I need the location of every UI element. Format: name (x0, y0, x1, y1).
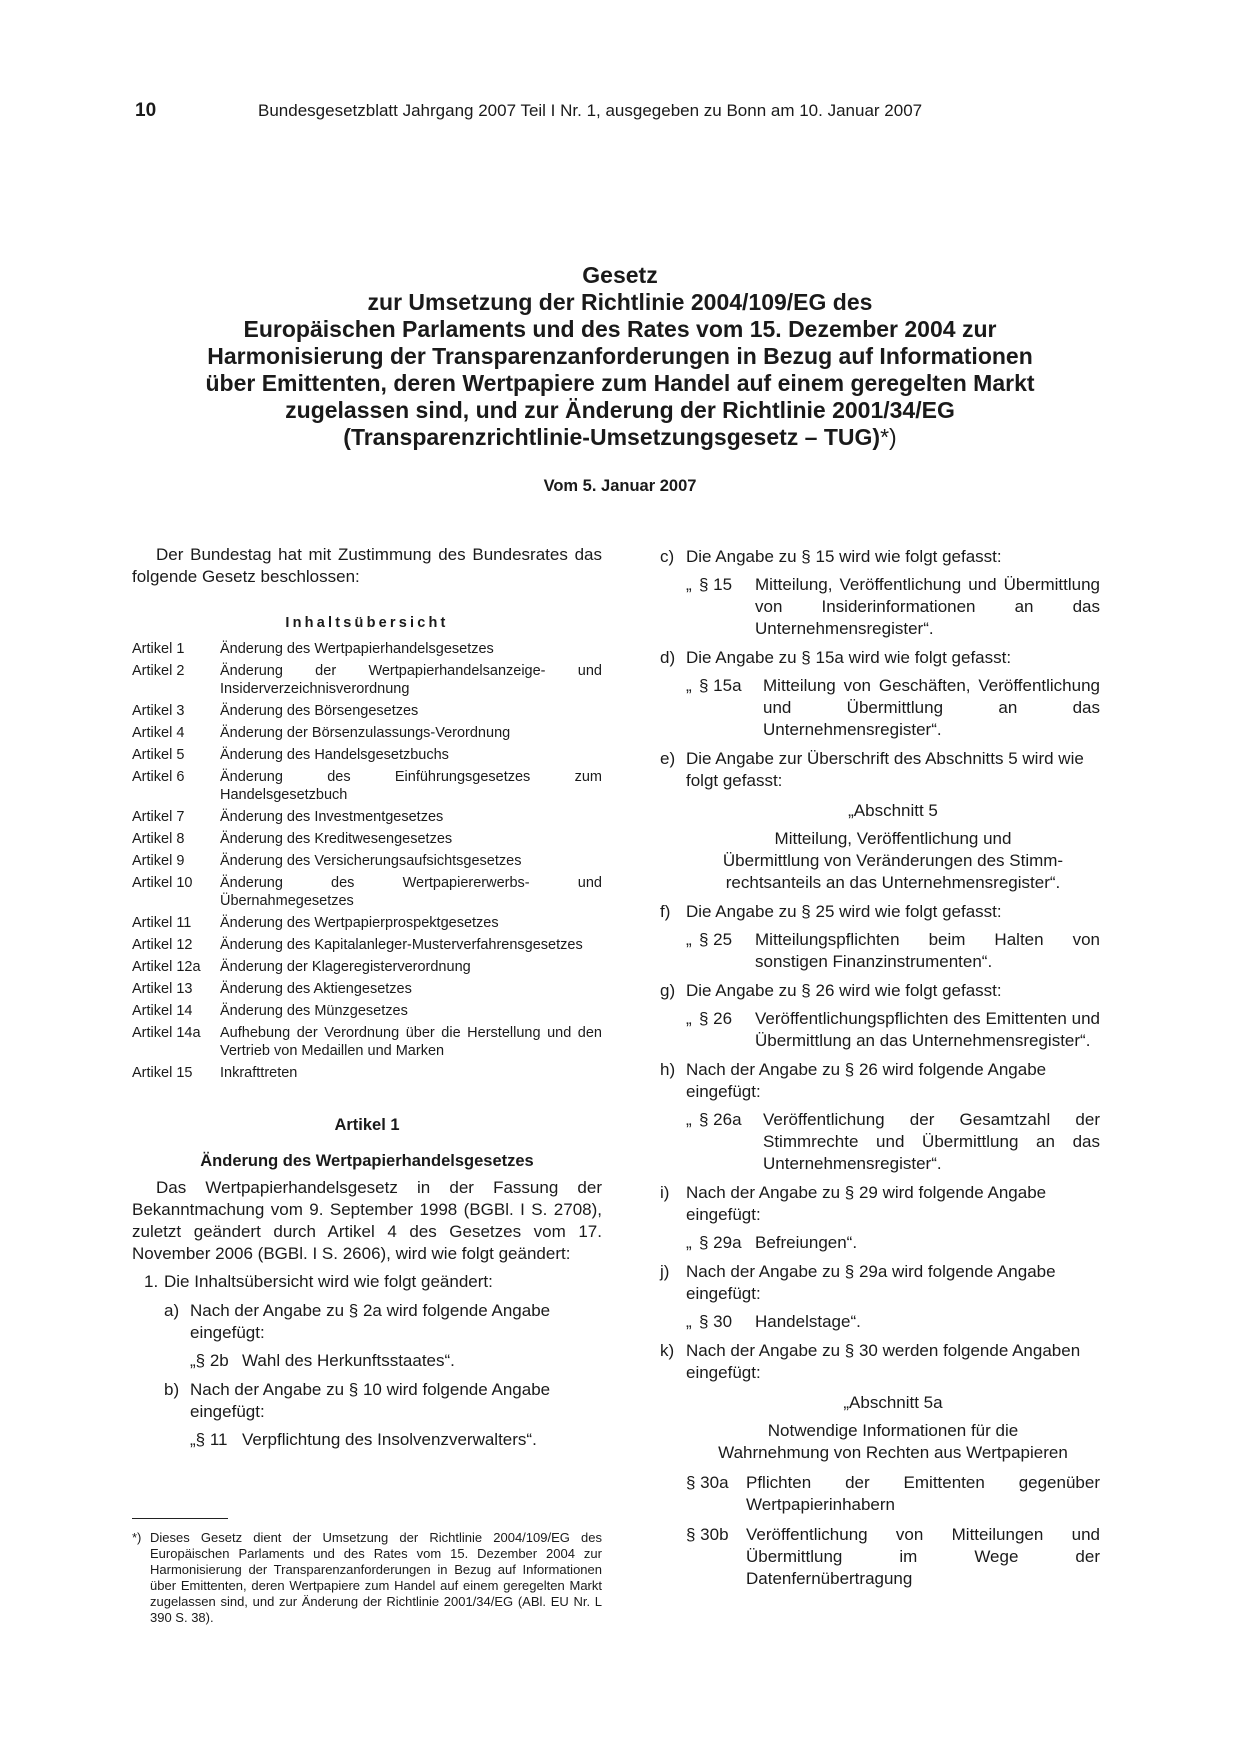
sub-text: Die Angabe zu § 15a wird wie folgt gefasst: (686, 648, 1012, 667)
center-line: „Abschnitt 5 (848, 801, 938, 820)
toc-row[interactable] (132, 746, 602, 764)
entry-para: § 30b (686, 1525, 729, 1544)
footnote-text: Dieses Gesetz dient der Umsetzung der Richtlinie 2004/109/EG des Europäischen Parlaments und des Rates vom 15. Dezember 2004 zur Harmonisierung der Transparenzanforderungen in Bezug auf Informationen über Emittenten, deren Wertpapiere zum Handel auf einem geregelten Markt zugelassen sind, und zur Änderung der Richtlinie 2001/34/EG (ABl. EU Nr. L 390 S. 38). (150, 1530, 602, 1625)
toc-num: Artikel 7 (132, 809, 185, 825)
subitem-b (132, 1379, 602, 1451)
law-date: Vom 5. Januar 2007 (543, 477, 697, 495)
toc-num: Artikel 12a (132, 959, 201, 975)
inserted-entry (164, 1350, 602, 1372)
toc-heading: Inhaltsübersicht (285, 615, 449, 631)
subitem-g (660, 980, 1100, 1052)
article-subheading: Änderung des Wertpapierhandelsgesetzes (200, 1152, 534, 1170)
sub-text: Nach der Angabe zu § 29 wird folgende Angabe eingefügt: (686, 1183, 1047, 1224)
toc-num: Artikel 12 (132, 937, 193, 953)
section-heading-block (660, 1392, 1100, 1464)
entry-para: § 26a (699, 1110, 742, 1129)
inserted-entry: „ § 26 Veröffentlichungspflichten des Emittenten und Übermittlung an das Unternehmensregister“. (686, 1009, 1100, 1050)
inserted-entry (660, 1472, 1100, 1516)
inserted-entry (164, 1429, 602, 1451)
toc-title: Änderung des Investmentgesetzes (220, 809, 444, 825)
entry-para: § 29a (699, 1233, 742, 1252)
sub-text: Die Angabe zu § 25 wird wie folgt gefasst: (686, 902, 1002, 921)
footnote-mark: *) (132, 1530, 142, 1545)
entry-para: § 26 (699, 1009, 733, 1028)
sub-marker: a) (164, 1301, 180, 1320)
inserted-entry: „ § 15a Mitteilung von Geschäften, Veröffentlichung und Übermittlung an das Unternehmensregister“. (686, 676, 1100, 739)
subitem-k (660, 1340, 1100, 1590)
inserted-entry: „ § 30 Handelstage“. (660, 1311, 1100, 1333)
sub-marker: c) (660, 547, 675, 566)
entry-text: Wahl des Herkunftsstaates“. (242, 1351, 455, 1370)
toc-title: Änderung der Klageregisterverordnung (220, 959, 471, 975)
toc-title: Änderung des Einführungsgesetzes zum Handelsgesetzbuch (220, 769, 602, 803)
law-title (130, 262, 1110, 496)
sub-text: Nach der Angabe zu § 30 werden folgende Angaben eingefügt: (686, 1341, 1081, 1382)
toc-title: Änderung des Wertpapiererwerbs- und Übernahmegesetzes (220, 875, 602, 909)
subitem-i (660, 1182, 1100, 1254)
toc-num: Artikel 14 (132, 1003, 193, 1019)
footnote-ref[interactable]: *) (880, 424, 897, 450)
sub-marker: j) (660, 1262, 670, 1281)
toc-title: Änderung des Wertpapierhandelsgesetzes (220, 641, 494, 657)
subitem-h (660, 1059, 1100, 1175)
entry-text: Verpflichtung des Insolvenzverwalters“. (242, 1430, 537, 1449)
toc-row[interactable] (132, 1002, 602, 1020)
toc-title: Änderung des Versicherungsaufsichtsgesetzes (220, 853, 522, 869)
toc-num: Artikel 10 (132, 875, 193, 891)
sub-text: Nach der Angabe zu § 10 wird folgende Angabe eingefügt: (190, 1380, 551, 1421)
sub-marker: f) (660, 902, 671, 921)
toc-row[interactable] (132, 980, 602, 998)
inserted-entry: „ § 26a Veröffentlichung der Gesamtzahl der Stimmrechte und Übermittlung an das Unternehmensregister“. (686, 1110, 1100, 1173)
inserted-entry (660, 1524, 1100, 1590)
entry-text: Befreiungen“. (755, 1233, 858, 1252)
sub-text: Nach der Angabe zu § 2a wird folgende Angabe eingefügt: (190, 1301, 551, 1342)
entry-para: § 15a (699, 676, 742, 695)
toc-title: Änderung des Börsengesetzes (220, 703, 419, 719)
toc-num: Artikel 2 (132, 663, 185, 679)
entry-text: Pflichten der Emittenten gegenüber Wertpapierinhabern (746, 1473, 1100, 1514)
entry-text: Veröffentlichung von Mitteilungen und Übermittlung im Wege der Datenfernübertragung (746, 1525, 1100, 1588)
entry-para: § 30 (699, 1312, 733, 1331)
table-of-contents (132, 640, 602, 1082)
toc-row[interactable] (132, 724, 602, 742)
sub-text: Die Angabe zu § 15 wird wie folgt gefasst: (686, 547, 1002, 566)
center-line: Mitteilung, Veröffentlichung und (774, 829, 1012, 848)
subitem-j (660, 1261, 1100, 1333)
subitem-c (660, 546, 1100, 640)
entry-text: Mitteilungspflichten beim Halten von sonstigen Finanzinstrumenten“. (755, 930, 1100, 971)
toc-title: Änderung des Kreditwesengesetzes (220, 831, 453, 847)
inserted-entry: „ § 25 Mitteilungspflichten beim Halten von sonstigen Finanzinstrumenten“. (686, 930, 1100, 971)
entry-para: „§ 2b (190, 1351, 229, 1370)
intro-paragraph: Der Bundestag hat mit Zustimmung des Bundesrates das folgende Gesetz beschlossen: (132, 545, 602, 586)
title-line: Gesetz (582, 262, 658, 288)
item-marker: 1. (144, 1272, 159, 1291)
toc-title: Änderung der Börsenzulassungs-Verordnung (220, 725, 511, 741)
toc-row[interactable] (132, 830, 602, 848)
sub-marker: h) (660, 1060, 676, 1079)
footnote (132, 1530, 602, 1626)
title-short-name: (Transparenzrichtlinie-Umsetzungsgesetz – TUG) (343, 424, 881, 450)
sub-text: Nach der Angabe zu § 29a wird folgende Angabe eingefügt: (686, 1262, 1056, 1303)
entry-para: § 30a (686, 1473, 729, 1492)
sub-text: Nach der Angabe zu § 26 wird folgende Angabe eingefügt: (686, 1060, 1047, 1101)
center-line: Notwendige Informationen für die (767, 1421, 1019, 1440)
title-line (130, 424, 1110, 451)
sub-marker: d) (660, 648, 676, 667)
entry-text: Veröffentlichungspflichten des Emittenten und Übermittlung an das Unternehmensregister“. (755, 1009, 1100, 1050)
toc-row[interactable] (132, 662, 602, 698)
sub-marker: e) (660, 749, 676, 768)
list-item (132, 1271, 602, 1293)
entry-text: Mitteilung von Geschäften, Veröffentlichung und Übermittlung an das Unternehmensregister“. (763, 676, 1100, 739)
toc-title: Änderung des Kapitalanleger-Musterverfahrensgesetzes (220, 937, 583, 953)
sub-marker: b) (164, 1380, 180, 1399)
toc-num: Artikel 14a (132, 1025, 201, 1041)
left-column (132, 544, 602, 1451)
subitem-d (660, 647, 1100, 741)
sub-text: Die Angabe zu § 26 wird wie folgt gefasst: (686, 981, 1002, 1000)
toc-row[interactable] (132, 808, 602, 826)
subitem-a (132, 1300, 602, 1372)
center-line: Übermittlung von Veränderungen des Stimm- (722, 851, 1064, 870)
sub-marker: g) (660, 981, 676, 1000)
toc-title: Änderung des Münzgesetzes (220, 1003, 408, 1019)
toc-row[interactable] (132, 958, 602, 976)
toc-row[interactable] (132, 1064, 602, 1082)
toc-num: Artikel 3 (132, 703, 185, 719)
inserted-entry: „ § 15 Mitteilung, Veröffentlichung und Übermittlung von Insiderinformationen an das Unternehmensregister“. (686, 575, 1100, 638)
toc-num: Artikel 6 (132, 769, 185, 785)
toc-num: Artikel 8 (132, 831, 185, 847)
article-heading: Artikel 1 (334, 1116, 400, 1134)
toc-row[interactable] (132, 874, 602, 910)
subitem-e (660, 748, 1100, 894)
sub-marker: i) (660, 1183, 670, 1202)
toc-num: Artikel 5 (132, 747, 185, 763)
toc-title: Aufhebung der Verordnung über die Herstellung und den Vertrieb von Medaillen und Marken (220, 1025, 602, 1059)
toc-title: Änderung des Aktiengesetzes (220, 981, 412, 997)
entry-text: Mitteilung, Veröffentlichung und Übermittlung von Insiderinformationen an das Unternehmensregister“. (755, 575, 1100, 638)
toc-row[interactable] (132, 936, 602, 954)
toc-row[interactable] (132, 640, 602, 658)
toc-title: Änderung der Wertpapierhandelsanzeige- und Insiderverzeichnisverordnung (220, 663, 602, 697)
toc-row[interactable] (132, 702, 602, 720)
toc-title: Änderung des Handelsgesetzbuchs (220, 747, 449, 763)
entry-para: § 15 (699, 575, 733, 594)
title-line: über Emittenten, deren Wertpapiere zum Handel auf einem geregelten Markt (205, 370, 1035, 396)
toc-num: Artikel 15 (132, 1065, 193, 1081)
title-line: Harmonisierung der Transparenzanforderungen in Bezug auf Informationen (207, 343, 1033, 369)
center-line: rechtsanteils an das Unternehmensregister“. (725, 873, 1061, 892)
toc-num: Artikel 1 (132, 641, 185, 657)
section-heading-block (660, 800, 1100, 894)
toc-row[interactable] (132, 768, 602, 804)
entry-text: Veröffentlichung der Gesamtzahl der Stimmrechte und Übermittlung an das Unternehmensregister“. (763, 1110, 1100, 1173)
title-line: zugelassen sind, und zur Änderung der Richtlinie 2001/34/EG (285, 397, 955, 423)
toc-row[interactable] (132, 914, 602, 932)
inserted-entry: „ § 29a Befreiungen“. (660, 1232, 1100, 1254)
toc-num: Artikel 4 (132, 725, 185, 741)
toc-row[interactable] (132, 852, 602, 870)
sub-text: Die Angabe zur Überschrift des Abschnitts 5 wird wie folgt gefasst: (686, 749, 1084, 790)
center-line: „Abschnitt 5a (843, 1393, 943, 1412)
entry-para: § 25 (699, 930, 733, 949)
title-line: Europäischen Parlaments und des Rates vom 15. Dezember 2004 zur (243, 316, 997, 342)
article-intro: Das Wertpapierhandelsgesetz in der Fassung der Bekanntmachung vom 9. September 1998 (BGBl. I S. 2708), zuletzt geändert durch Artikel 4 des Gesetzes vom 17. November 2006 (BGBl. I S. 2606), wird wie folgt geändert: (132, 1178, 602, 1263)
right-column (660, 546, 1100, 1590)
toc-title: Änderung des Wertpapierprospektgesetzes (220, 915, 499, 931)
entry-text: Handelstage“. (755, 1312, 861, 1331)
sub-marker: k) (660, 1341, 675, 1360)
toc-row[interactable] (132, 1024, 602, 1060)
toc-num: Artikel 13 (132, 981, 193, 997)
page-number: 10 (135, 100, 157, 121)
item-text: Die Inhaltsübersicht wird wie folgt geändert: (164, 1272, 493, 1291)
entry-para: „§ 11 (190, 1430, 228, 1449)
toc-num: Artikel 9 (132, 853, 185, 869)
footnote-divider (132, 1518, 228, 1519)
center-line: Wahrnehmung von Rechten aus Wertpapieren (718, 1443, 1068, 1462)
subitem-f (660, 901, 1100, 973)
toc-title: Inkrafttreten (220, 1065, 298, 1081)
title-line: zur Umsetzung der Richtlinie 2004/109/EG des (367, 289, 873, 315)
toc-num: Artikel 11 (132, 915, 192, 931)
publication-header: Bundesgesetzblatt Jahrgang 2007 Teil I Nr. 1, ausgegeben zu Bonn am 10. Januar 2007 (258, 101, 923, 120)
